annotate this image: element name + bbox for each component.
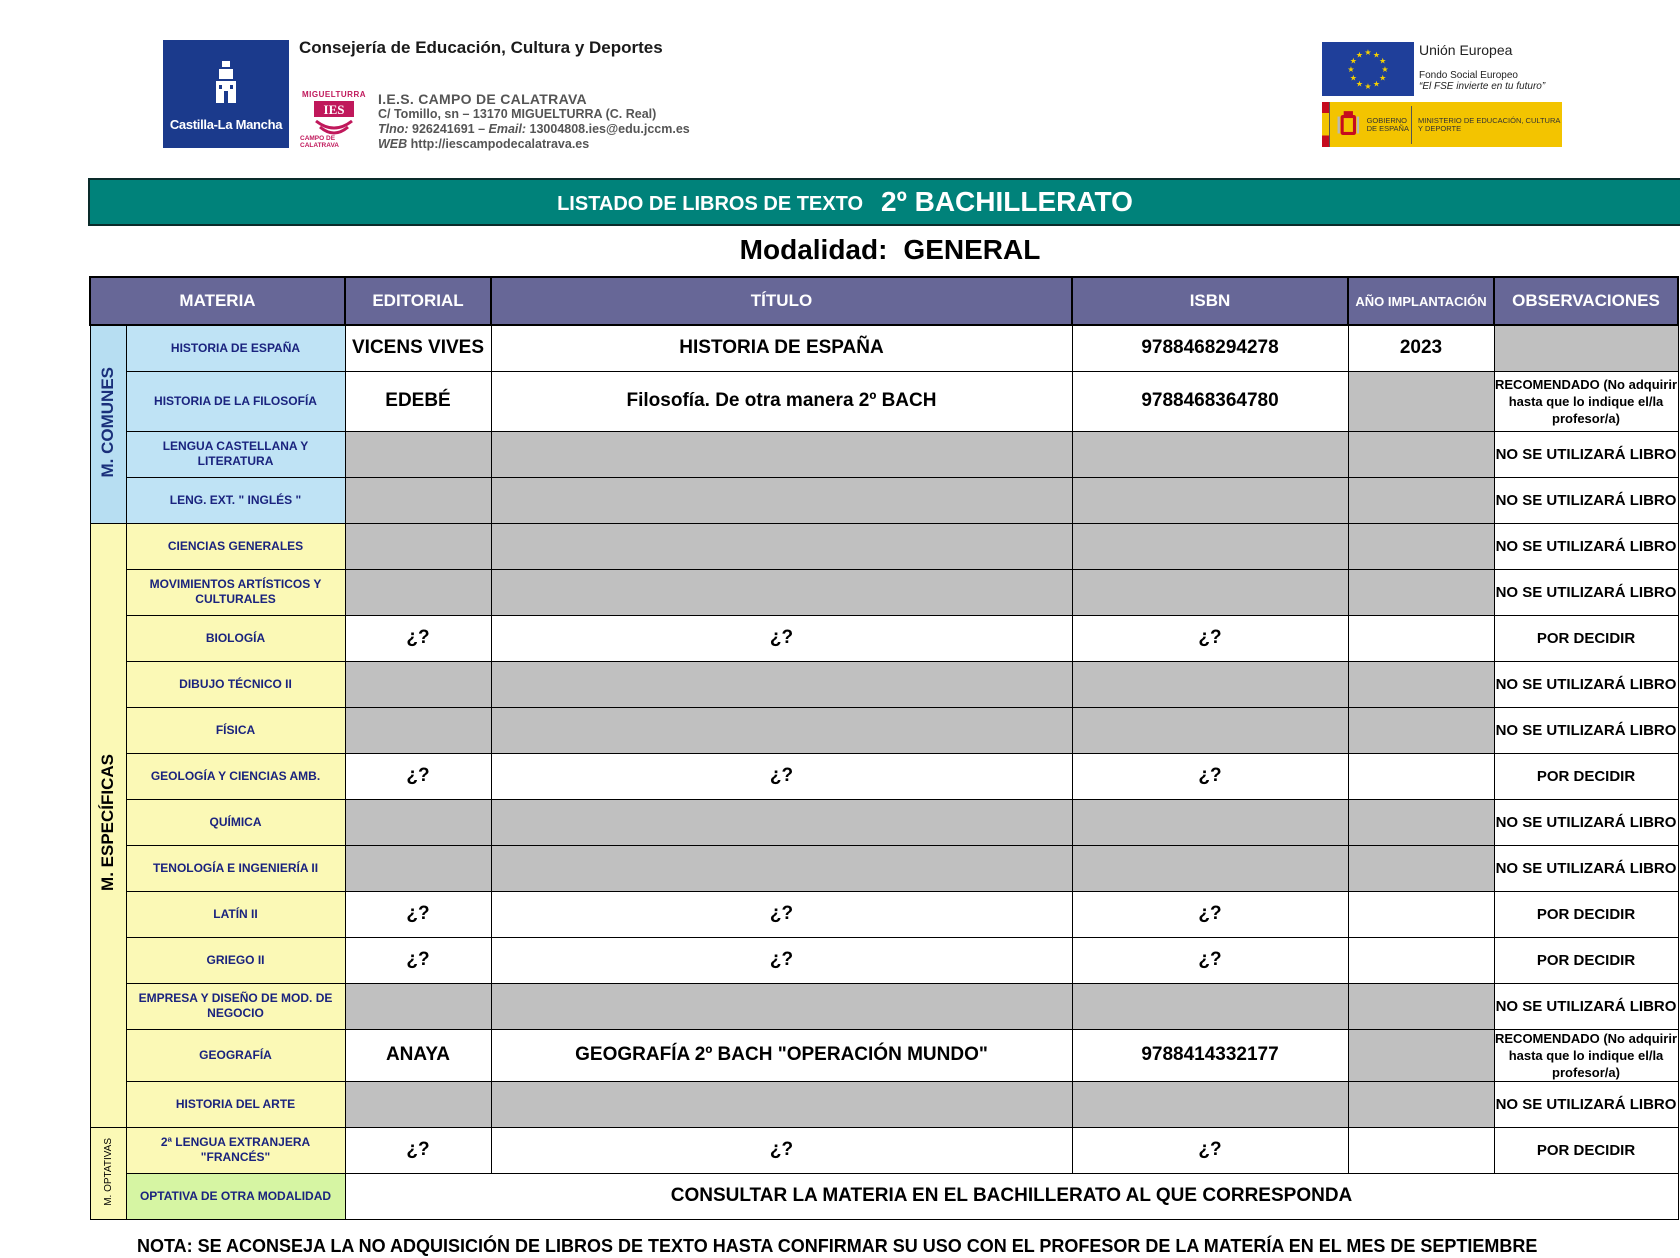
- jccm-logo-text: Castilla-La Mancha: [169, 117, 283, 132]
- row-titulo: ¿?: [491, 891, 1072, 937]
- row-materia: GRIEGO II: [126, 937, 345, 983]
- row-anio: [1348, 799, 1494, 845]
- row-editorial: ¿?: [345, 891, 491, 937]
- row-materia: HISTORIA DEL ARTE: [126, 1081, 345, 1127]
- table-row: [90, 1081, 1678, 1127]
- row-editorial: ANAYA: [345, 1029, 491, 1081]
- ies-tlno: 926241691 –: [412, 122, 486, 136]
- ies-logo: [300, 90, 368, 152]
- row-obs: NO SE UTILIZARÁ LIBRO: [1494, 569, 1678, 615]
- row-obs: POR DECIDIR: [1494, 937, 1678, 983]
- eu-star-icon: ★: [1379, 56, 1387, 66]
- row-isbn: [1072, 799, 1348, 845]
- row-isbn: [1072, 477, 1348, 523]
- eu-fund: Fondo Social Europeo: [1419, 70, 1518, 81]
- row-obs: POR DECIDIR: [1494, 753, 1678, 799]
- ies-emblem-icon: [312, 99, 356, 135]
- row-obs: NO SE UTILIZARÁ LIBRO: [1494, 845, 1678, 891]
- modalidad-label: Modalidad:: [739, 234, 888, 265]
- ies-web-line: [378, 137, 690, 152]
- row-titulo: ¿?: [491, 937, 1072, 983]
- row-editorial: [345, 707, 491, 753]
- row-materia: MOVIMIENTOS ARTÍSTICOS Y CULTURALES: [126, 569, 345, 615]
- row-anio: [1348, 753, 1494, 799]
- row-editorial: [345, 845, 491, 891]
- row-isbn: [1072, 431, 1348, 477]
- row-editorial: [345, 477, 491, 523]
- eu-star-icon: ★: [1372, 50, 1381, 60]
- table-row: [90, 1127, 1678, 1173]
- eu-star-icon: ★: [1355, 79, 1364, 89]
- eu-star-icon: ★: [1364, 82, 1372, 91]
- row-titulo: [491, 661, 1072, 707]
- table-row: [90, 983, 1678, 1029]
- row-materia: HISTORIA DE LA FILOSOFÍA: [126, 371, 345, 431]
- ies-info: [378, 92, 690, 152]
- eu-star-icon: ★: [1364, 48, 1372, 57]
- row-materia: FÍSICA: [126, 707, 345, 753]
- modalidad-value: GENERAL: [903, 234, 1041, 265]
- row-editorial: ¿?: [345, 1127, 491, 1173]
- title-band: [88, 178, 1680, 226]
- eu-text: [1419, 42, 1545, 92]
- table-row: [90, 845, 1678, 891]
- table-row: [90, 1173, 1678, 1219]
- row-materia: LENGUA CASTELLANA Y LITERATURA: [126, 431, 345, 477]
- row-isbn: 9788468364780: [1072, 371, 1348, 431]
- row-editorial: EDEBÉ: [345, 371, 491, 431]
- table-row: [90, 799, 1678, 845]
- row-titulo: [491, 845, 1072, 891]
- ies-contact-line: [378, 122, 690, 137]
- row-editorial: ¿?: [345, 937, 491, 983]
- header-editorial: EDITORIAL: [345, 277, 491, 325]
- row-editorial: [345, 431, 491, 477]
- row-materia: HISTORIA DE ESPAÑA: [126, 325, 345, 371]
- row-materia: LENG. EXT. " INGLÉS ": [126, 477, 345, 523]
- row-materia: OPTATIVA DE OTRA MODALIDAD: [126, 1173, 345, 1219]
- ies-web-link[interactable]: http://iescampodecalatrava.es: [410, 137, 590, 151]
- gobierno-text: GOBIERNO DE ESPAÑA: [1366, 115, 1409, 133]
- row-anio: [1348, 615, 1494, 661]
- row-anio: [1348, 569, 1494, 615]
- eu-star-icon: ★: [1355, 50, 1364, 60]
- eu-star-icon: ★: [1349, 56, 1357, 66]
- row-titulo: [491, 799, 1072, 845]
- row-consult-note: CONSULTAR LA MATERIA EN EL BACHILLERATO AL QUE CORRESPONDA: [345, 1173, 1678, 1219]
- row-obs: [1494, 325, 1678, 371]
- list-title: LISTADO DE LIBROS DE TEXTO: [557, 192, 864, 215]
- gobierno-espana-logo: [1322, 102, 1562, 147]
- row-isbn: [1072, 1081, 1348, 1127]
- row-materia: 2ª LENGUA EXTRANJERA "FRANCÉS": [126, 1127, 345, 1173]
- table-row: [90, 937, 1678, 983]
- eu-star-icon: ★: [1372, 79, 1381, 89]
- row-editorial: [345, 983, 491, 1029]
- row-materia: DIBUJO TÉCNICO II: [126, 661, 345, 707]
- group-especificas: M. ESPECÍFICAS: [90, 523, 126, 1127]
- row-isbn: [1072, 661, 1348, 707]
- spain-shield-icon: [1336, 106, 1361, 144]
- row-titulo: [491, 477, 1072, 523]
- header-observaciones: OBSERVACIONES: [1494, 277, 1678, 325]
- svg-text:IES: IES: [323, 102, 345, 117]
- row-obs: RECOMENDADO (No adquirir hasta que lo indique el/la profesor/a): [1494, 371, 1678, 431]
- row-anio: [1348, 845, 1494, 891]
- row-materia: LATÍN II: [126, 891, 345, 937]
- row-obs: NO SE UTILIZARÁ LIBRO: [1494, 523, 1678, 569]
- row-titulo: [491, 983, 1072, 1029]
- row-isbn: ¿?: [1072, 1127, 1348, 1173]
- row-obs: NO SE UTILIZARÁ LIBRO: [1494, 431, 1678, 477]
- table-row: [90, 569, 1678, 615]
- row-isbn: ¿?: [1072, 615, 1348, 661]
- row-anio: [1348, 983, 1494, 1029]
- row-anio: [1348, 1081, 1494, 1127]
- row-isbn: ¿?: [1072, 753, 1348, 799]
- group-comunes: M. COMUNES: [90, 325, 126, 523]
- header-anio-implantacion: AÑO IMPLANTACIÓN: [1348, 277, 1494, 325]
- row-titulo: ¿?: [491, 615, 1072, 661]
- ies-logo-bottom-text: CAMPO DE CALATRAVA: [300, 135, 339, 149]
- row-materia: TENOLOGÍA E INGENIERÍA II: [126, 845, 345, 891]
- row-anio: [1348, 523, 1494, 569]
- ies-address: C/ Tomillo, sn – 13170 MIGUELTURRA (C. Real): [378, 107, 657, 121]
- table-row: [90, 707, 1678, 753]
- row-titulo: [491, 569, 1072, 615]
- row-titulo: Filosofía. De otra manera 2º BACH: [491, 371, 1072, 431]
- row-obs: POR DECIDIR: [1494, 615, 1678, 661]
- spain-flag-icon: [1322, 102, 1330, 147]
- row-anio: [1348, 1127, 1494, 1173]
- ies-email[interactable]: 13004808.ies@edu.jccm.es: [529, 122, 690, 136]
- row-obs: NO SE UTILIZARÁ LIBRO: [1494, 661, 1678, 707]
- row-anio: [1348, 707, 1494, 753]
- header-titulo: TÍTULO: [491, 277, 1072, 325]
- row-editorial: ¿?: [345, 615, 491, 661]
- row-anio: 2023: [1348, 325, 1494, 371]
- row-editorial: [345, 661, 491, 707]
- ies-logo-top-text: MIGUELTURRA: [301, 90, 366, 99]
- row-anio: [1348, 431, 1494, 477]
- row-obs: NO SE UTILIZARÁ LIBRO: [1494, 799, 1678, 845]
- textbooks-table: [89, 276, 1679, 1220]
- row-editorial: ¿?: [345, 753, 491, 799]
- row-editorial: [345, 523, 491, 569]
- row-editorial: [345, 799, 491, 845]
- header-isbn: ISBN: [1072, 277, 1348, 325]
- row-obs: POR DECIDIR: [1494, 1127, 1678, 1173]
- table-row: [90, 753, 1678, 799]
- ies-email-label: Email:: [488, 122, 527, 136]
- row-obs: RECOMENDADO (No adquirir hasta que lo indique el/la profesor/a): [1495, 1030, 1677, 1080]
- header-materia: MATERIA: [90, 277, 345, 325]
- table-row: [90, 523, 1678, 569]
- eu-star-icon: ★: [1347, 65, 1355, 74]
- row-anio: [1348, 371, 1494, 431]
- footer-note: NOTA: SE ACONSEJA LA NO ADQUISICIÓN DE LIBROS DE TEXTO HASTA CONFIRMAR SU USO CON EL PROFESOR DE LA MATERÍA EN EL MES DE SEPTIEMBRE: [137, 1236, 1538, 1256]
- row-materia: BIOLOGÍA: [126, 615, 345, 661]
- row-editorial: VICENS VIVES: [345, 325, 491, 371]
- ministerio-text: MINISTERIO DE EDUCACIÓN, CULTURA Y DEPORTE: [1418, 115, 1560, 133]
- consejeria-title: Consejería de Educación, Cultura y Deportes: [299, 38, 663, 57]
- row-anio: [1348, 477, 1494, 523]
- eu-title: Unión Europea: [1419, 42, 1513, 58]
- modalidad-heading: [0, 234, 1680, 266]
- row-obs: NO SE UTILIZARÁ LIBRO: [1494, 983, 1678, 1029]
- row-isbn: [1072, 707, 1348, 753]
- eu-flag-icon: [1322, 42, 1414, 96]
- eu-slogan: “El FSE invierte en tu futuro”: [1419, 81, 1546, 92]
- row-titulo: ¿?: [491, 753, 1072, 799]
- row-isbn: [1072, 845, 1348, 891]
- row-obs: NO SE UTILIZARÁ LIBRO: [1494, 707, 1678, 753]
- row-editorial: [345, 1081, 491, 1127]
- row-isbn: ¿?: [1072, 891, 1348, 937]
- row-obs: POR DECIDIR: [1494, 891, 1678, 937]
- row-materia: EMPRESA Y DISEÑO DE MOD. DE NEGOCIO: [126, 983, 345, 1029]
- row-materia: QUÍMICA: [126, 799, 345, 845]
- row-isbn: [1072, 569, 1348, 615]
- row-anio: [1348, 661, 1494, 707]
- table-row: [90, 325, 1678, 371]
- row-materia: CIENCIAS GENERALES: [126, 523, 345, 569]
- table-row: [90, 1029, 1678, 1081]
- eu-star-icon: ★: [1381, 65, 1389, 74]
- row-anio: [1348, 1029, 1494, 1081]
- eu-star-icon: ★: [1349, 73, 1357, 83]
- row-titulo: [491, 707, 1072, 753]
- row-obs: NO SE UTILIZARÁ LIBRO: [1494, 1081, 1678, 1127]
- course-title: 2º BACHILLERATO: [881, 186, 1133, 217]
- ies-web-label: WEB: [378, 137, 408, 151]
- row-isbn: 9788414332177: [1072, 1029, 1348, 1081]
- table-row: [90, 661, 1678, 707]
- row-titulo: ¿?: [491, 1127, 1072, 1173]
- table-row: [90, 891, 1678, 937]
- table-row: [90, 477, 1678, 523]
- row-isbn: [1072, 983, 1348, 1029]
- row-obs: NO SE UTILIZARÁ LIBRO: [1494, 477, 1678, 523]
- table-row: [90, 371, 1678, 431]
- row-titulo: [491, 431, 1072, 477]
- row-editorial: [345, 569, 491, 615]
- ies-name: I.E.S. CAMPO DE CALATRAVA: [378, 91, 587, 107]
- row-isbn: ¿?: [1072, 937, 1348, 983]
- row-isbn: [1072, 523, 1348, 569]
- row-isbn: 9788468294278: [1072, 325, 1348, 371]
- row-titulo: [491, 523, 1072, 569]
- eu-star-icon: ★: [1379, 73, 1387, 83]
- row-titulo: HISTORIA DE ESPAÑA: [491, 325, 1072, 371]
- ies-tlno-label: Tlno:: [378, 122, 409, 136]
- castle-icon: [213, 61, 239, 105]
- table-row: [90, 615, 1678, 661]
- row-anio: [1348, 937, 1494, 983]
- row-titulo: [491, 1081, 1072, 1127]
- logo-divider: [1411, 106, 1412, 144]
- row-titulo: GEOGRAFÍA 2º BACH "OPERACIÓN MUNDO": [491, 1029, 1072, 1081]
- group-optativas: M. OPTATIVAS: [90, 1127, 126, 1219]
- row-anio: [1348, 891, 1494, 937]
- table-row: [90, 431, 1678, 477]
- castilla-la-mancha-logo: [163, 40, 289, 148]
- row-materia: GEOLOGÍA Y CIENCIAS AMB.: [126, 753, 345, 799]
- table-header-row: [90, 277, 1678, 325]
- row-materia: GEOGRAFÍA: [126, 1029, 345, 1081]
